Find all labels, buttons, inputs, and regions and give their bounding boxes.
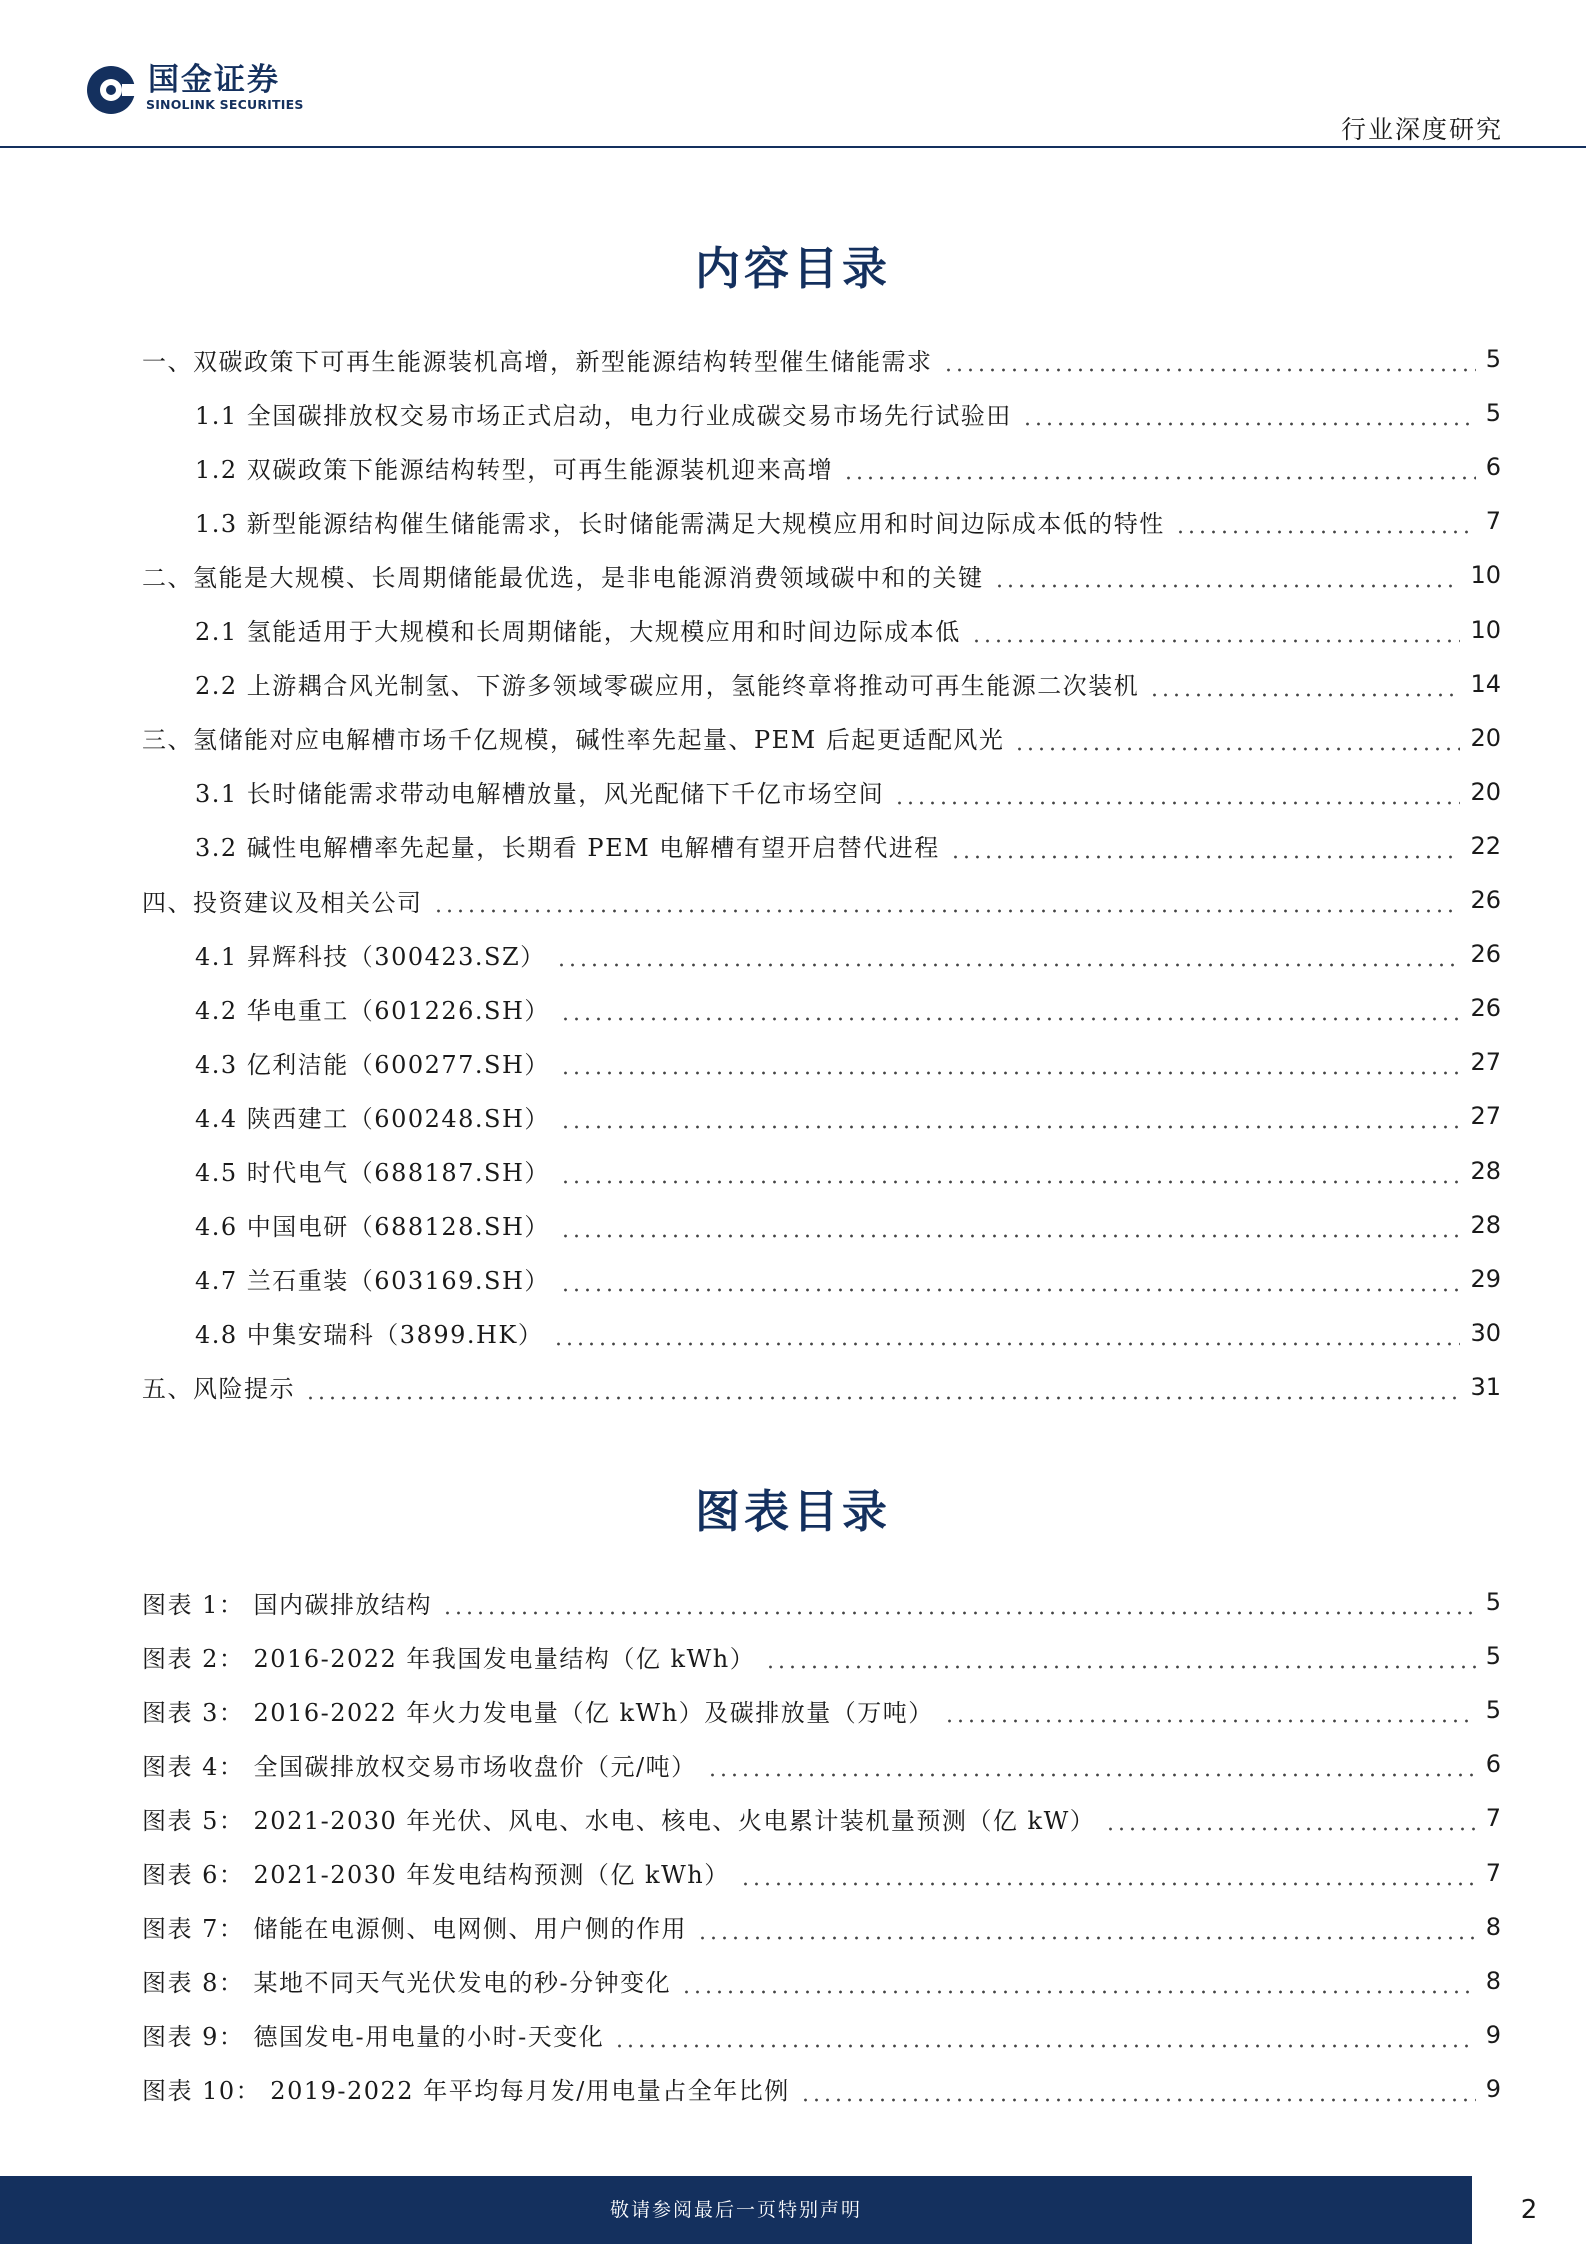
dot-leader [697, 1900, 1476, 1954]
toc-entry[interactable] [142, 548, 1501, 602]
figure-entry-page: 7 [1485, 1858, 1501, 1887]
toc-entry-label: 4.7 兰石重装（603169.SH） [195, 1267, 550, 1296]
dot-leader [707, 1737, 1476, 1791]
figure-entry-label: 图表 4： 全国碳排放权交易市场收盘价（元/吨） [142, 1752, 697, 1781]
brand-name-en: SINOLINK SECURITIES [146, 97, 304, 112]
dot-leader [800, 2062, 1476, 2116]
dot-leader [1014, 711, 1460, 765]
page-header [0, 0, 1586, 150]
figure-entry[interactable] [142, 1575, 1501, 1629]
dot-leader [950, 819, 1461, 873]
dot-leader [1149, 657, 1460, 711]
toc-entry-page: 27 [1470, 1102, 1501, 1131]
dot-leader [560, 1144, 1461, 1198]
figure-entry[interactable] [142, 1900, 1501, 1954]
dot-leader [765, 1629, 1476, 1683]
dot-leader [433, 873, 1461, 927]
toc-entry-label: 4.8 中集安瑞科（3899.HK） [195, 1321, 544, 1350]
dot-leader [681, 1954, 1476, 2008]
toc-entry[interactable] [195, 440, 1501, 494]
dot-leader [553, 1306, 1460, 1360]
figure-entry-label: 图表 8： 某地不同天气光伏发电的秒-分钟变化 [142, 1969, 672, 1998]
toc-entry-page: 26 [1470, 994, 1501, 1023]
dot-leader [971, 603, 1461, 657]
header-divider [0, 146, 1586, 148]
brand-name-cn: 国金证券 [148, 62, 280, 98]
figure-entry[interactable] [142, 1629, 1501, 1683]
dot-leader [943, 332, 1476, 386]
dot-leader [560, 1252, 1461, 1306]
toc-entry-page: 14 [1470, 669, 1501, 698]
toc-entry-page: 6 [1485, 453, 1501, 482]
toc-entry-page: 10 [1470, 615, 1501, 644]
figure-entry-label: 图表 5： 2021-2030 年光伏、风电、水电、核电、火电累计装机量预测（亿 kW） [142, 1806, 1096, 1835]
toc-entry[interactable] [142, 1360, 1501, 1414]
toc-entry-page: 26 [1470, 940, 1501, 969]
toc-entry-page: 27 [1470, 1048, 1501, 1077]
figure-entry-label: 图表 7： 储能在电源侧、电网侧、用户侧的作用 [142, 1915, 688, 1944]
toc-entry-page: 26 [1470, 886, 1501, 914]
figure-entry[interactable] [142, 1791, 1501, 1845]
toc-entry-page: 20 [1470, 723, 1501, 752]
toc-entry-label: 1.1 全国碳排放权交易市场正式启动，电力行业成碳交易市场先行试验田 [195, 401, 1012, 430]
dot-leader [560, 1198, 1461, 1252]
toc-entry[interactable] [195, 657, 1501, 711]
dot-leader [1105, 1791, 1475, 1845]
dot-leader [442, 1575, 1476, 1629]
toc-entry-label: 4.3 亿利洁能（600277.SH） [195, 1050, 550, 1079]
dot-leader [614, 2008, 1475, 2062]
dot-leader [560, 1035, 1461, 1089]
figures-title: 图表目录 [694, 1485, 891, 1538]
figure-entry-page: 5 [1485, 1642, 1501, 1671]
toc-entry-page: 7 [1485, 507, 1501, 536]
figure-entry-page: 9 [1485, 2020, 1501, 2049]
figure-entry[interactable] [142, 1954, 1501, 2008]
toc-entry-page: 30 [1470, 1318, 1501, 1347]
toc-entry-label: 一、双碳政策下可再生能源装机高增，新型能源结构转型催生储能需求 [142, 347, 933, 376]
toc-entry[interactable] [195, 981, 1501, 1035]
figure-entry[interactable] [142, 1683, 1501, 1737]
figure-entry[interactable] [142, 2008, 1501, 2062]
report-type-label: 行业深度研究 [1340, 115, 1503, 144]
toc-entry-page: 28 [1470, 1156, 1501, 1185]
toc-entry-label: 3.1 长时储能需求带动电解槽放量，风光配储下千亿市场空间 [195, 780, 885, 809]
toc-entry[interactable] [195, 494, 1501, 548]
figure-entry-page: 6 [1485, 1750, 1501, 1779]
figure-entry[interactable] [142, 1737, 1501, 1791]
toc-entry[interactable] [195, 603, 1501, 657]
toc-entry[interactable] [195, 386, 1501, 440]
toc-entry-page: 29 [1470, 1264, 1501, 1293]
toc-entry-label: 4.5 时代电气（688187.SH） [195, 1159, 550, 1187]
page-number: 2 [1520, 2195, 1538, 2225]
toc-entry[interactable] [195, 1252, 1501, 1306]
dot-leader [1022, 386, 1476, 440]
toc-entry[interactable] [195, 1306, 1501, 1360]
figure-entry-label: 图表 9： 德国发电-用电量的小时-天变化 [142, 2023, 605, 2052]
toc-entry[interactable] [142, 711, 1501, 765]
figure-entry-label: 图表 2： 2016-2022 年我国发电量结构（亿 kWh） [142, 1644, 756, 1673]
toc-entry[interactable] [142, 332, 1501, 386]
toc-entry-label: 三、氢储能对应电解槽市场千亿规模，碱性率先起量、PEM 后起更适配风光 [142, 726, 1005, 755]
dot-leader [894, 765, 1460, 819]
toc-entry[interactable] [195, 1089, 1501, 1143]
toc-entry-page: 31 [1470, 1372, 1501, 1401]
dot-leader [305, 1360, 1460, 1414]
toc-entry[interactable] [195, 1035, 1501, 1089]
figure-entry-page: 7 [1485, 1804, 1501, 1833]
toc-entry[interactable] [195, 1144, 1501, 1198]
figure-entry-page: 9 [1485, 2074, 1501, 2103]
toc-entry-label: 二、氢能是大规模、长周期储能最优选，是非电能源消费领域碳中和的关键 [142, 563, 984, 592]
toc-entry[interactable] [195, 1198, 1501, 1252]
toc-entry-label: 4.2 华电重工（601226.SH） [195, 996, 550, 1025]
toc-entry-label: 2.2 上游耦合风光制氢、下游多领域零碳应用，氢能终章将推动可再生能源二次装机 [195, 672, 1140, 701]
dot-leader [560, 981, 1461, 1035]
toc-entry[interactable] [142, 873, 1501, 927]
toc-entry-label: 1.3 新型能源结构催生储能需求，长时储能需满足大规模应用和时间边际成本低的特性 [195, 509, 1165, 538]
dot-leader [843, 440, 1475, 494]
toc-entry-page: 22 [1470, 831, 1501, 860]
figure-entry-page: 8 [1485, 1912, 1501, 1941]
figure-entry-page: 5 [1485, 1696, 1501, 1725]
figure-entry-label: 图表 6： 2021-2030 年发电结构预测（亿 kWh） [142, 1861, 730, 1889]
dot-leader [740, 1846, 1476, 1900]
toc-entry-label: 4.1 昇辉科技（300423.SZ） [195, 942, 546, 971]
figure-entry-label: 图表 3： 2016-2022 年火力发电量（亿 kWh）及碳排放量（万吨） [142, 1698, 934, 1727]
figure-entry-page: 5 [1485, 1588, 1501, 1616]
toc-entry-label: 五、风险提示 [142, 1375, 295, 1404]
toc-entry[interactable] [195, 819, 1501, 873]
toc-entry-label: 四、投资建议及相关公司 [142, 888, 423, 917]
toc-entry-label: 4.6 中国电研（688128.SH） [195, 1213, 550, 1242]
footer-notice: 敬请参阅最后一页特别声明 [609, 2199, 862, 2221]
figure-entry-label: 图表 10： 2019-2022 年平均每月发/用电量占全年比例 [142, 2077, 790, 2106]
toc-entry-page: 5 [1485, 399, 1501, 428]
footer-bar [0, 2176, 1472, 2244]
dot-leader [994, 548, 1461, 602]
figure-entry[interactable] [142, 1846, 1501, 1900]
toc-entry-page: 28 [1470, 1210, 1501, 1239]
toc-entry-label: 1.2 双碳政策下能源结构转型，可再生能源装机迎来高增 [195, 455, 834, 484]
dot-leader [1175, 494, 1476, 548]
figure-entry-label: 图表 1： 国内碳排放结构 [142, 1590, 433, 1619]
toc-entry[interactable] [195, 765, 1501, 819]
figure-entry-page: 8 [1485, 1966, 1501, 1995]
dot-leader [556, 927, 1461, 981]
toc-entry-label: 4.4 陕西建工（600248.SH） [195, 1104, 550, 1133]
toc-entry-page: 20 [1470, 777, 1501, 806]
sinolink-logo-icon [85, 64, 137, 116]
toc-entry-label: 3.2 碱性电解槽率先起量，长期看 PEM 电解槽有望开启替代进程 [195, 834, 940, 863]
dot-leader [560, 1089, 1461, 1143]
toc-entry[interactable] [195, 927, 1501, 981]
dot-leader [944, 1683, 1476, 1737]
toc-entry-page: 10 [1470, 561, 1501, 590]
toc-entry-label: 2.1 氢能适用于大规模和长周期储能，大规模应用和时间边际成本低 [195, 618, 961, 646]
toc-entry-page: 5 [1485, 345, 1501, 373]
contents-title: 内容目录 [694, 242, 891, 295]
figure-entry[interactable] [142, 2062, 1501, 2116]
